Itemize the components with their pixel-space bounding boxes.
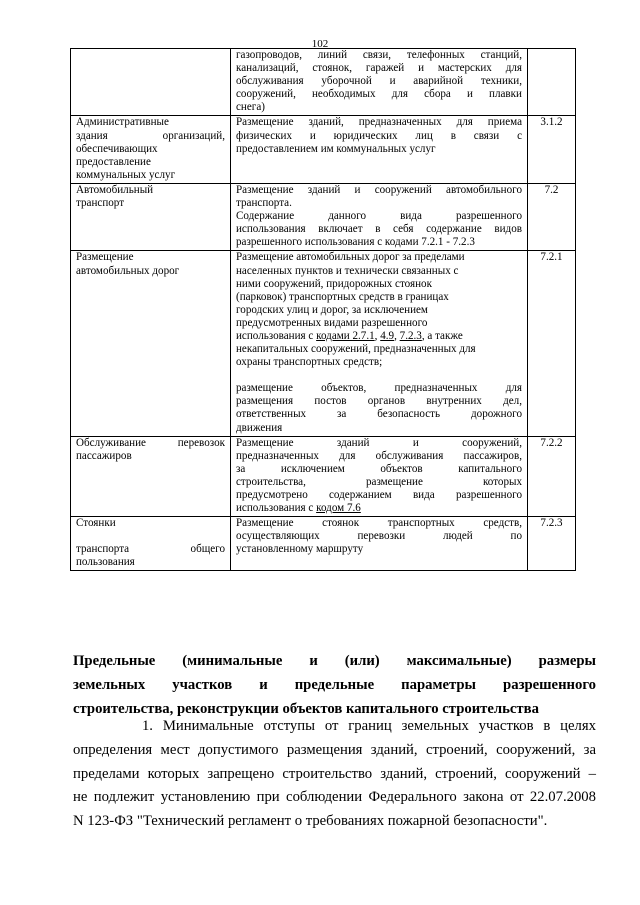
text-line: Административные [76,116,169,129]
text-line: за исключением объектов капитального [236,462,522,475]
use-type-description-cell [231,116,528,183]
table-row [71,436,576,517]
text-line: использования включает в себя содержание видов [236,223,522,236]
text-fragment: , [394,329,400,342]
page-number: 102 [311,38,329,50]
text-line: разрешенного использования с кодами 7.2.1 - 7.2.3 [236,236,475,249]
table-row [71,183,576,250]
text-line [236,502,522,515]
text-line: Размещение зданий, предназначенных для приема [236,116,522,129]
text-line: N 123-ФЗ "Технический регламент о требованиях пожарной безопасности". [73,813,548,830]
use-type-name-cell [71,183,231,250]
text-line: охраны транспортных средств; [236,356,383,369]
use-type-name-cell [71,436,231,517]
use-type-name-cell [71,517,231,571]
land-use-table [70,48,576,571]
text-line: не подлежит установлению при соблюдении Федерального закона от 22.07.2008 [73,789,596,806]
text-line: Предельные (минимальные и (или) максимальные) размеры [73,653,596,669]
text-line: пассажиров [76,449,132,462]
text-line: Содержание данного вида разрешенного [236,210,522,223]
text-line: размещения постов органов внутренних дел, [236,395,522,408]
use-type-name-cell [71,49,231,116]
blank-line [76,530,225,543]
use-type-description-cell [231,183,528,250]
use-type-code-cell: 7.2.1 [528,251,576,436]
text-line: ответственных за безопасность дорожного [236,408,522,421]
text-line: транспорт [76,197,125,210]
text-line: пределами которых запрещено строительство зданий, строений, сооружений – [73,765,596,782]
text-line: пользования [76,556,135,569]
text-line: транспорта. [236,197,292,210]
table-row [71,517,576,571]
text-line: установленному маршруту [236,543,364,556]
text-line: предоставление [76,155,151,168]
blank-line [236,369,522,382]
text-line: земельных участков и предельные параметры разрешенного [73,677,596,693]
text-line: некапитальных сооружений, предназначенных для [236,343,476,356]
section-heading [73,649,596,721]
text-line: Размещение [76,251,134,264]
text-line: Автомобильный [76,183,154,196]
use-type-description-cell [231,517,528,571]
text-line: строительства, реконструкции объектов капитального строительства [73,701,539,717]
text-line: определения мест допустимого размещения зданий, строений, сооружений, за [73,741,596,758]
text-line: канализаций, стоянок, гаражей и мастерских для [236,62,522,75]
text-line: коммунальных услуг [76,168,176,181]
text-line: сооружений, необходимых для сбора и плавки [236,88,522,101]
text-line [236,330,522,343]
text-line: Размещение стоянок транспортных средств, [236,517,522,530]
use-type-code-cell [528,49,576,116]
code-link[interactable]: 4.9 [380,329,395,342]
text-fragment: использования с [236,502,317,515]
section-body-text [73,715,596,834]
text-line: Размещение автомобильных дорог за пределами [236,251,465,264]
text-line: обслуживания уборочной и аварийной техники, [236,75,522,88]
text-line: строительства, размещение которых [236,475,522,488]
use-type-name-cell [71,251,231,436]
text-fragment: , а также [421,329,463,342]
text-line: предусмотрено содержанием вида разрешенного [236,489,522,501]
use-type-description-cell [231,251,528,436]
code-link[interactable]: кодами 2.7.1 [316,329,375,342]
text-line: обеспечивающих [76,142,158,155]
code-link[interactable]: кодом 7.6 [316,502,361,515]
text-line: городских улиц и дорог, за исключением [236,303,428,316]
table-row [71,251,576,436]
text-line: снега) [236,101,265,114]
text-line: Размещение зданий и сооружений автомобильного [236,183,522,196]
code-link[interactable]: 7.2.3 [399,329,422,342]
table-row [71,116,576,183]
use-type-description-cell [231,49,528,116]
text-line: автомобильных дорог [76,264,180,277]
text-line: предоставлением им коммунальных услуг [236,142,436,155]
text-line: предназначенных для обслуживания пассажиров, [236,449,522,462]
text-line: Стоянки [76,517,116,530]
use-type-code-cell: 7.2 [528,183,576,250]
text-line: (парковок) транспортных средств в границах [236,290,449,303]
text-line: Обслуживание перевозок [76,436,225,449]
text-line: Размещение зданий и сооружений, [236,436,522,449]
text-line: газопроводов, линий связи, телефонных станций, [236,49,522,61]
text-line: 1. Минимальные отступы от границ земельных участков в целях [73,718,596,734]
text-line: осуществляющих перевозки людей по [236,530,522,543]
land-use-table-body [71,49,576,571]
use-type-code-cell: 7.2.3 [528,517,576,571]
use-type-code-cell: 3.1.2 [528,116,576,183]
text-fragment: использования с [236,329,317,342]
table-row [71,49,576,116]
text-line: предусмотренных видами разрешенного [236,316,428,329]
text-line: транспорта общего [76,543,225,556]
text-line: населенных пунктов и технически связанных с [236,264,459,277]
use-type-description-cell [231,436,528,517]
text-line: здания организаций, [76,129,225,142]
text-line: физических и юридических лиц в связи с [236,129,522,142]
text-fragment: , [374,329,381,342]
use-type-name-cell [71,116,231,183]
text-line: движения [236,421,283,434]
text-line: ними сооружений, придорожных стоянок [236,277,432,290]
text-line: размещение объектов, предназначенных для [236,382,522,395]
use-type-code-cell: 7.2.2 [528,436,576,517]
